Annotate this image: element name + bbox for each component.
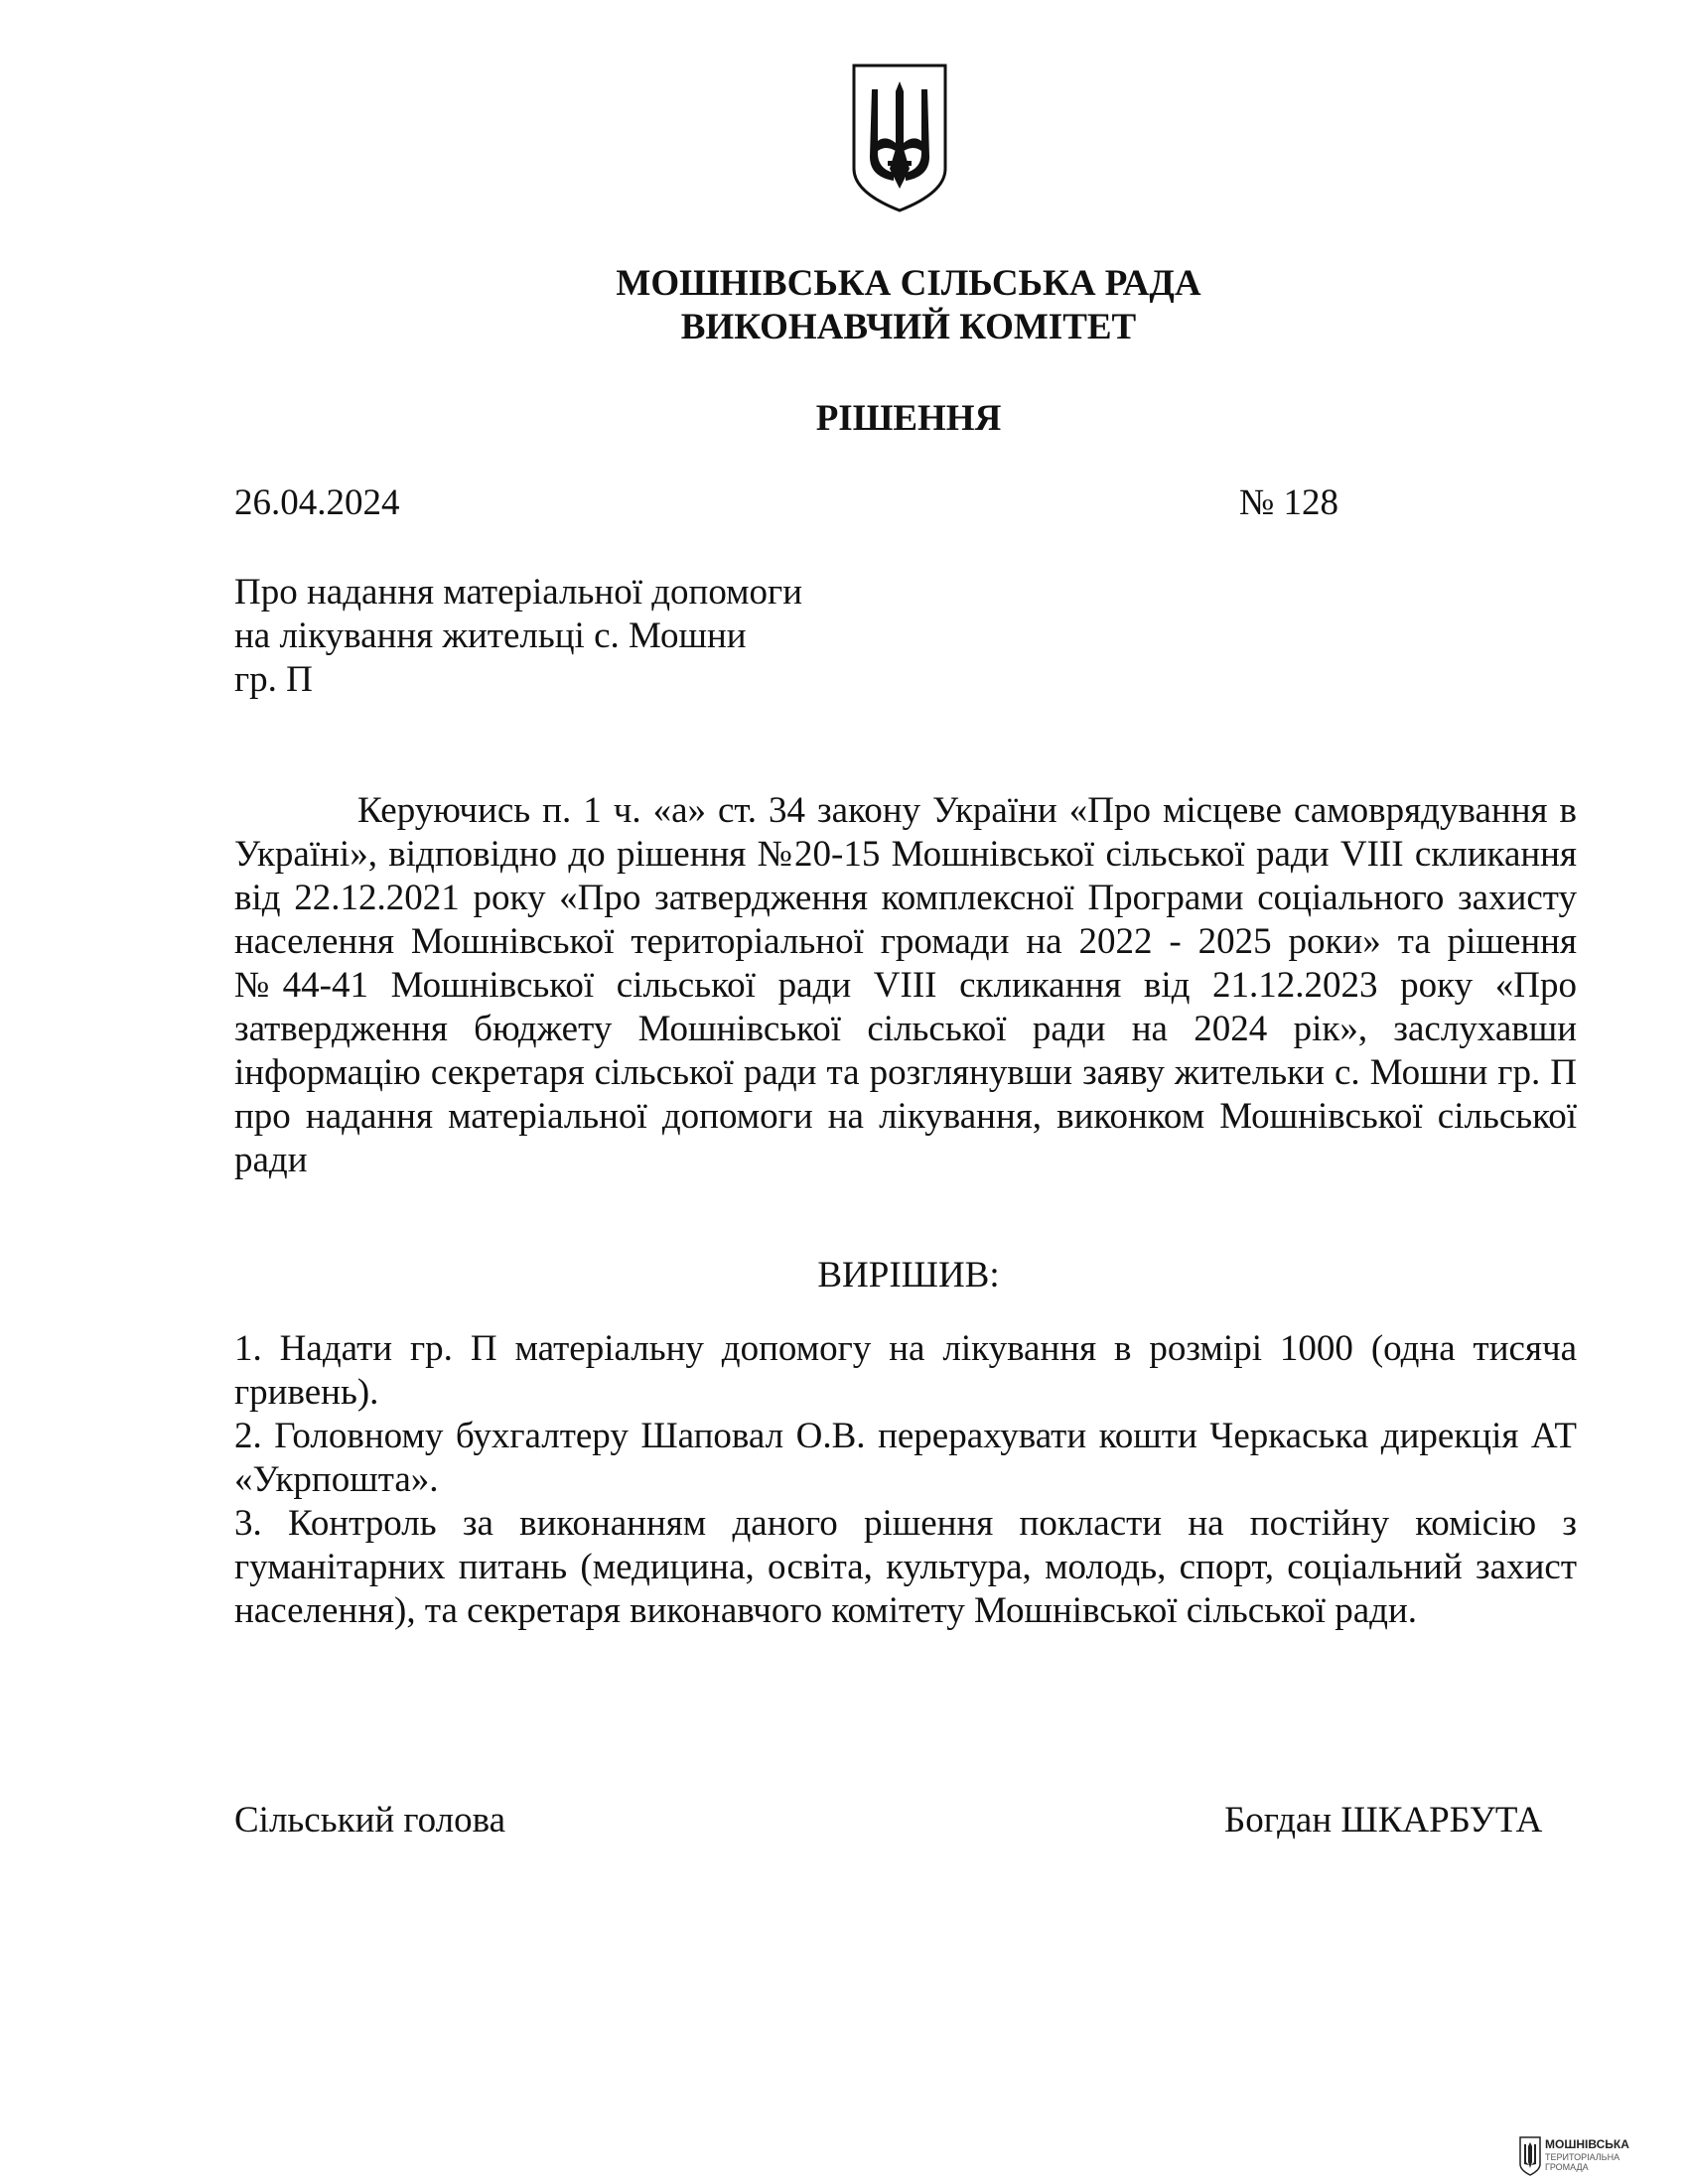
decided-heading: ВИРІШИВ: [817,1255,1000,1296]
preamble-paragraph: Керуючись п. 1 ч. «а» ст. 34 закону України «Про місцеве самоврядування в Україні», відповідно до рішення №20-15 Мошнівської сільської ради VIII скликання від 22.12.2021 року «Про затвердження комплексної Програми соціального захисту населення Мошнівської територіальної громади на 2022 - 2025 роки» та рішення №44-41 Мошнівської сільської ради VIII скликання від 21.12.2023 року «Про затвердження бюджету Мошнівської сільської ради на 2024 рік», заслухавши інформацію секретаря сільської ради та розглянувши заяву жительки с. Мошни гр. П про надання матеріальної допомоги на лікування, виконком Мошнівської сільської ради [234,790,1577,1180]
decision-item-1: 1. Надати гр. П матеріальну допомогу на лікування в розмірі 1000 (одна тисяча гривень). [234,1328,1577,1413]
logo-subtitle-line: ГРОМАДА [1545,2162,1589,2172]
decision-items [234,1327,1577,1633]
document-date: 26.04.2024 [234,482,400,523]
community-logo-icon [1519,2136,1541,2176]
document-number: № 128 [1239,482,1339,523]
logo-subtitle-line: ТЕРИТОРІАЛЬНА [1545,2152,1620,2162]
document-subject [234,571,1128,702]
decision-item-3: 3. Контроль за виконанням даного рішення покласти на постійну комісію з гуманітарних питань (медицина, освіта, культура, молодь, спорт, соціальний захист населення), та секретаря виконавчого комітету Мошнівської сільської ради. [234,1503,1577,1631]
committee-title: ВИКОНАВЧИЙ КОМІТЕТ [680,307,1137,347]
community-logo [1519,2132,1688,2184]
subject-line: на лікування жительці с. Мошни [234,615,747,656]
decision-item-2: 2. Головному бухгалтеру Шаповал О.В. перерахувати кошти Черкаська дирекція АТ «Укрпошта». [234,1416,1577,1500]
subject-line: гр. П [234,659,313,700]
subject-line: Про надання матеріальної допомоги [234,572,803,613]
logo-title: МОШНІВСЬКА [1545,2137,1629,2151]
signatory-role: Сільський голова [234,1800,506,1841]
coat-of-arms-icon [850,62,949,213]
logo-subtitle [1545,2152,1619,2172]
organization-title: МОШНІВСЬКА СІЛЬСЬКА РАДА [616,263,1201,304]
document-type-heading: РІШЕННЯ [815,398,1002,439]
signatory-name: Богдан ШКАРБУТА [1224,1800,1543,1841]
